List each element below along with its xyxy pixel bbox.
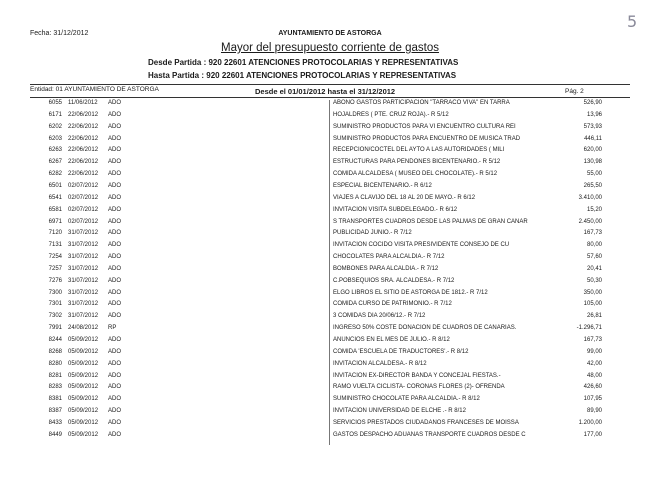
- entry-amount: 105,00: [583, 301, 602, 308]
- entry-date: 05/09/2012: [68, 384, 99, 391]
- period-label: Desde el 01/01/2012 hasta el 31/12/2012: [255, 87, 396, 96]
- table-row: [0, 195, 660, 207]
- entry-description: C.POBSEQUIOS SRA. ALCALDESA.- R 7/12: [333, 277, 455, 284]
- report-date: Fecha: 31/12/2012: [30, 30, 89, 37]
- entry-amount: 426,60: [583, 384, 602, 391]
- entry-number: 7131: [48, 242, 62, 249]
- entry-description: ESPECIAL BICENTENARIO.- R 6/12: [333, 182, 432, 189]
- table-row: [0, 124, 660, 136]
- entry-amount: 55,00: [586, 171, 602, 178]
- entry-amount: 80,00: [586, 242, 602, 249]
- entry-date: 22/06/2012: [68, 111, 99, 118]
- table-row: [0, 171, 660, 183]
- entry-description: INVITACION COCIDO VISITA PRESIVIDENTE CONSEJO DE CU: [333, 242, 510, 249]
- entry-number: 8387: [48, 408, 62, 415]
- entry-number: 8268: [48, 348, 62, 355]
- entry-date: 11/06/2012: [68, 100, 98, 106]
- entry-type: ADO: [108, 408, 122, 415]
- entry-date: 31/07/2012: [68, 313, 99, 320]
- entry-amount: 57,60: [586, 254, 602, 261]
- entry-type: ADO: [108, 147, 122, 154]
- entry-number: 8433: [48, 419, 62, 426]
- entry-type: ADO: [108, 384, 122, 391]
- entry-number: 8381: [48, 396, 62, 403]
- entry-number: 8281: [48, 372, 62, 379]
- entry-amount: 573,93: [583, 123, 602, 130]
- table-row: [0, 207, 660, 219]
- entry-description: INVITACION EX-DIRECTOR BANDA Y CONCEJAL FIESTAS.-: [333, 372, 501, 379]
- entry-number: 6171: [48, 111, 62, 118]
- entry-number: 7302: [48, 313, 62, 320]
- entry-type: ADO: [108, 123, 122, 130]
- entry-amount: 130,98: [583, 159, 602, 166]
- entry-number: 6267: [48, 159, 62, 166]
- entry-number: 8244: [48, 337, 62, 343]
- entry-type: ADO: [108, 372, 122, 379]
- entry-date: 05/09/2012: [68, 431, 99, 438]
- entry-number: 7300: [48, 289, 62, 296]
- table-row: [0, 396, 660, 408]
- entry-description: SUMINISTRO PRODUCTOS PARA VI ENCUENTRO CULTURA REI: [333, 123, 516, 130]
- entry-amount: 1.200,00: [578, 419, 602, 426]
- entry-number: 6202: [48, 123, 62, 130]
- entry-description: 3 COMIDAS DIA 20/06/12.- R 7/12: [333, 313, 426, 320]
- entry-type: ADO: [108, 348, 122, 355]
- entry-type: ADO: [108, 171, 122, 178]
- entry-date: 31/07/2012: [68, 242, 99, 249]
- entry-number: 7991: [48, 325, 62, 332]
- entry-type: ADO: [108, 230, 122, 237]
- entry-type: ADO: [108, 301, 122, 308]
- entry-description: COMIDA CURSO DE PATRIMONIO.- R 7/12: [333, 301, 452, 308]
- entry-description: VIAJES A CLAVIJO DEL 18 AL 20 DE MAYO.- R 6/12: [333, 194, 476, 201]
- entry-amount: 446,11: [584, 135, 602, 142]
- entry-type: ADO: [108, 277, 122, 284]
- table-row: [0, 219, 660, 231]
- entry-date: 31/07/2012: [68, 265, 99, 272]
- entity-label: Entidad: 01 AYUNTAMIENTO DE ASTORGA: [30, 86, 159, 93]
- entry-date: 22/06/2012: [68, 123, 99, 130]
- entry-description: INGRESO 50% COSTE DONACION DE CUADROS DE CANARIAS.: [333, 325, 517, 332]
- entry-number: 7301: [48, 301, 62, 308]
- entry-amount: 350,00: [583, 289, 602, 296]
- entry-description: COMIDA 'ESCUELA DE TRADUCTORES'.- R 8/12: [333, 348, 469, 355]
- entry-date: 02/07/2012: [68, 218, 99, 225]
- entry-number: 6501: [48, 182, 62, 189]
- table-row: [0, 112, 660, 124]
- from-budget-line: Desde Partida : 920 22601 ATENCIONES PROTOCOLARIAS Y REPRESENTATIVAS: [148, 58, 459, 67]
- entry-number: 6055: [48, 100, 62, 106]
- entry-amount: 3.410,00: [578, 194, 602, 201]
- entry-type: ADO: [108, 313, 122, 320]
- entry-description: HOJALDRES ( PTE. CRUZ ROJA).- R 5/12: [333, 111, 449, 118]
- entry-date: 31/07/2012: [68, 289, 99, 296]
- entry-number: 6541: [48, 194, 62, 201]
- to-budget-line: Hasta Partida : 920 22601 ATENCIONES PROTOCOLARIAS Y REPRESENTATIVAS: [148, 71, 457, 80]
- entry-description: GASTOS DESPACHO ADUANAS TRANSPORTE CUADROS DESDE C: [333, 431, 526, 438]
- entry-number: 8280: [48, 360, 62, 367]
- entry-type: ADO: [108, 242, 122, 249]
- entry-type: ADO: [108, 254, 122, 261]
- entry-date: 22/06/2012: [68, 159, 99, 166]
- entry-type: ADO: [108, 431, 122, 438]
- table-row: [0, 301, 660, 313]
- entry-amount: 265,50: [583, 182, 602, 189]
- entry-date: 05/09/2012: [68, 337, 99, 343]
- entry-number: 7276: [48, 277, 62, 284]
- table-row: [0, 290, 660, 302]
- entry-number: 6203: [48, 135, 62, 142]
- table-row: [0, 100, 660, 112]
- header-divider: [30, 84, 630, 85]
- table-row: [0, 159, 660, 171]
- entry-number: 7254: [48, 254, 62, 261]
- entry-description: SUMINISTRO CHOCOLATE PARA ALCALDIA.- R 8/12: [333, 396, 480, 403]
- entry-amount: 89,90: [586, 408, 602, 415]
- table-row: [0, 230, 660, 242]
- entry-amount: 107,95: [583, 396, 602, 403]
- table-row: [0, 136, 660, 148]
- entry-amount: 2.450,00: [578, 218, 602, 225]
- entry-description: ABONO GASTOS PARTICIPACION "TARRACO VIVA" EN TARRA: [333, 100, 510, 106]
- entry-date: 05/09/2012: [68, 396, 99, 403]
- entry-type: ADO: [108, 182, 122, 189]
- entry-description: INVITACION ALCALDESA.- R 8/12: [333, 360, 427, 367]
- table-row: [0, 313, 660, 325]
- entry-amount: 167,73: [583, 230, 602, 237]
- entry-number: 6581: [48, 206, 62, 213]
- entry-amount: 48,00: [586, 372, 602, 379]
- entry-date: 22/06/2012: [68, 135, 99, 142]
- entry-date: 02/07/2012: [68, 182, 99, 189]
- entry-date: 05/09/2012: [68, 419, 99, 426]
- header-divider-bottom: [30, 97, 630, 98]
- table-row: [0, 278, 660, 290]
- entry-date: 22/06/2012: [68, 147, 99, 154]
- entry-amount: 15,20: [586, 206, 602, 213]
- report-title: Mayor del presupuesto corriente de gastos: [221, 42, 439, 54]
- entry-number: 7257: [48, 265, 62, 272]
- organization-name: AYUNTAMIENTO DE ASTORGA: [278, 30, 382, 37]
- table-row: [0, 349, 660, 361]
- entry-type: ADO: [108, 206, 122, 213]
- entry-type: ADO: [108, 360, 122, 367]
- handwritten-page-mark: 5: [627, 12, 638, 31]
- entry-description: SUMINISTRO PRODUCTOS PARA ENCUENTRO DE MUSICA TRAD: [333, 135, 521, 142]
- entry-date: 05/09/2012: [68, 372, 99, 379]
- entry-type: ADO: [108, 159, 122, 166]
- table-row: [0, 408, 660, 420]
- entry-date: 02/07/2012: [68, 206, 99, 213]
- entry-type: ADO: [108, 337, 122, 343]
- table-row: [0, 337, 660, 349]
- table-row: [0, 242, 660, 254]
- entry-number: 6282: [48, 171, 62, 178]
- entry-description: BOMBONES PARA ALCALDIA.- R 7/12: [333, 265, 439, 272]
- entry-description: ELGO LIBROS EL SITIO DE ASTORGA DE 1812.- R 7/12: [333, 289, 488, 296]
- entry-number: 7120: [48, 230, 62, 237]
- entry-amount: 20,41: [586, 265, 602, 272]
- entry-date: 31/07/2012: [68, 277, 99, 284]
- entry-amount: 620,00: [583, 147, 602, 154]
- table-row: [0, 432, 660, 444]
- table-row: [0, 254, 660, 266]
- entry-date: 05/09/2012: [68, 360, 99, 367]
- entry-date: 02/07/2012: [68, 194, 99, 201]
- entry-description: ESTRUCTURAS PARA PENDONES BICENTENARIO.- R 5/12: [333, 159, 501, 166]
- entry-number: 8449: [48, 431, 62, 438]
- entry-type: ADO: [108, 419, 122, 426]
- entry-description: RECEPCION/COCTEL DEL AYTO A LAS AUTORIDADES ( MILI: [333, 147, 505, 154]
- entry-amount: 167,73: [583, 337, 602, 343]
- table-row: [0, 361, 660, 373]
- entry-date: 31/07/2012: [68, 254, 99, 261]
- table-row: [0, 420, 660, 432]
- entry-date: 05/09/2012: [68, 348, 99, 355]
- entry-description: ANUNCIOS EN EL MES DE JULIO.- R 8/12: [333, 337, 450, 343]
- entry-description: PUBLICIDAD JUNIO.- R 7/12: [333, 230, 412, 237]
- entry-type: RP: [108, 325, 117, 332]
- entry-type: ADO: [108, 396, 122, 403]
- entry-type: ADO: [108, 265, 122, 272]
- entry-number: 8283: [48, 384, 62, 391]
- entry-date: 05/09/2012: [68, 408, 99, 415]
- entry-type: ADO: [108, 289, 122, 296]
- table-row: [0, 373, 660, 385]
- table-row: [0, 384, 660, 396]
- entry-type: ADO: [108, 218, 122, 225]
- entry-amount: 42,00: [586, 360, 602, 367]
- table-row: [0, 266, 660, 278]
- entry-type: ADO: [108, 135, 122, 142]
- entry-number: 6971: [48, 218, 62, 225]
- entry-type: ADO: [108, 111, 122, 118]
- entry-number: 6263: [48, 147, 62, 154]
- entry-description: RAMO VUELTA CICLISTA- CORONAS FLORES (2)- OFRENDA: [333, 384, 505, 391]
- ledger-table: [0, 100, 660, 445]
- entry-amount: 177,00: [583, 431, 602, 438]
- entry-type: ADO: [108, 100, 122, 106]
- entry-amount: 99,00: [586, 348, 602, 355]
- entry-description: INVITACION VISITA SUBDELEGADO.- R 6/12: [333, 206, 458, 213]
- entry-amount: 26,81: [586, 313, 602, 320]
- table-row: [0, 183, 660, 195]
- entry-description: INVITACION UNIVERSIDAD DE ELCHE .- R 8/12: [333, 408, 466, 415]
- entry-date: 31/07/2012: [68, 301, 99, 308]
- entry-description: CHOCOLATES PARA ALCALDIA.- R 7/12: [333, 254, 445, 261]
- entry-date: 31/07/2012: [68, 230, 99, 237]
- entry-description: COMIDA ALCALDESA ( MUSEO DEL CHOCOLATE).- R 5/12: [333, 171, 498, 178]
- table-row: [0, 325, 660, 337]
- entry-amount: 526,90: [583, 100, 602, 106]
- entry-description: SERVICIOS PRESTADOS CIUDADANOS FRANCESES DE MOISSA: [333, 419, 519, 426]
- entry-type: ADO: [108, 194, 122, 201]
- entry-date: 22/06/2012: [68, 171, 99, 178]
- entry-description: S TRANSPORTES CUADROS DESDE LAS PALMAS DE GRAN CANAR: [333, 218, 528, 225]
- entry-amount: 50,30: [586, 277, 602, 284]
- entry-amount: 13,96: [586, 111, 602, 118]
- table-row: [0, 147, 660, 159]
- entry-amount: -1.296,71: [576, 325, 602, 332]
- entry-date: 24/08/2012: [68, 325, 99, 332]
- page-number: Pág. 2: [565, 88, 584, 95]
